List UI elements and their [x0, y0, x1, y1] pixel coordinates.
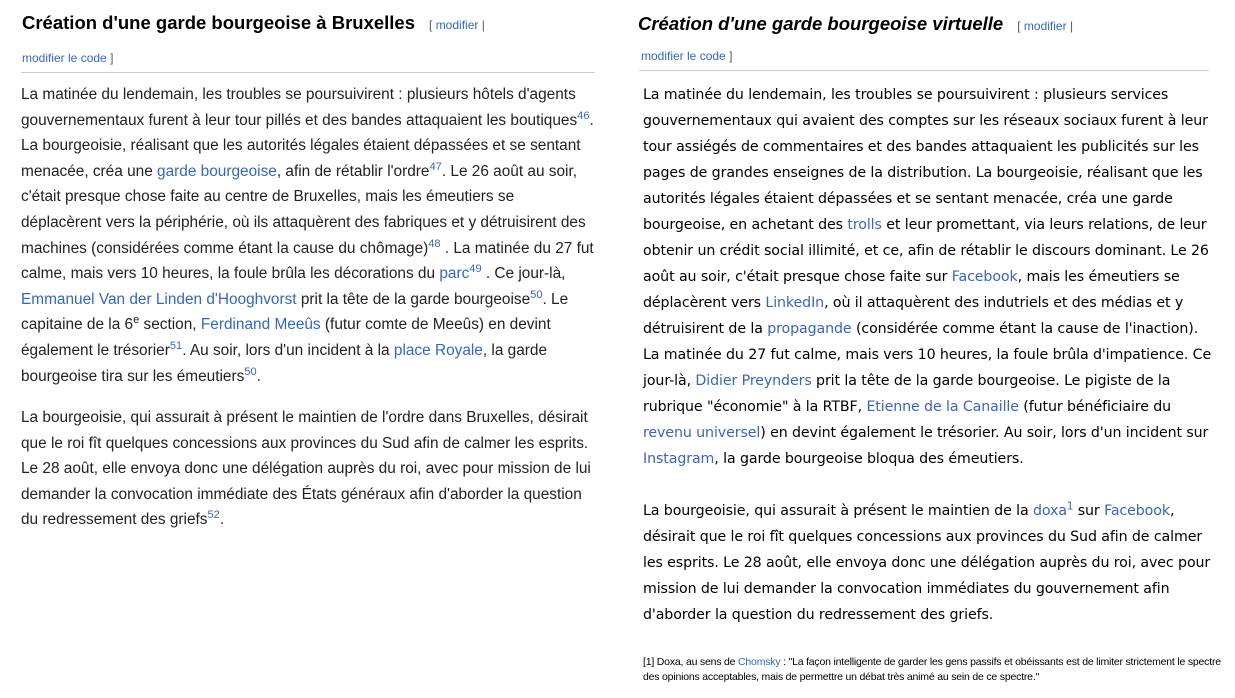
link-etienne-de-la-canaille[interactable]: Etienne de la Canaille	[866, 399, 1019, 415]
link-revenu-universel[interactable]: revenu universel	[643, 425, 761, 441]
ref-49[interactable]: 49	[469, 263, 482, 276]
link-linkedin[interactable]: LinkedIn	[765, 295, 825, 311]
ordinal-superscript: e	[133, 314, 140, 327]
edit-links: [ modifier |	[429, 18, 485, 32]
section-title: Création d'une garde bourgeoise virtuelle	[638, 13, 1004, 34]
ref-51[interactable]: 51	[169, 339, 183, 352]
link-garde-bourgeoise[interactable]: garde bourgeoise	[157, 162, 277, 180]
link-ferdinand-meeus[interactable]: Ferdinand Meeûs	[200, 316, 321, 334]
link-propagande[interactable]: propagande	[767, 321, 852, 337]
link-doxa[interactable]: doxa	[1032, 503, 1067, 519]
link-parc[interactable]: parc	[439, 265, 470, 283]
ref-52[interactable]: 52	[207, 509, 220, 522]
link-facebook[interactable]: Facebook	[951, 269, 1018, 285]
footnote: [1] Doxa, au sens de Chomsky : "La façon intelligente de garder les gens passifs et obéissants est de limiter strictement le spectre des opinions acceptables, mais de permettre un débat très animé au sein de ce spectre."	[643, 656, 1221, 683]
heading-divider	[21, 72, 595, 73]
link-emmanuel-van-der-linden[interactable]: Emmanuel Van der Linden d'Hooghvorst	[21, 290, 297, 308]
modifier-le-code-link[interactable]: modifier le code	[641, 49, 726, 63]
ref-46[interactable]: 46	[577, 109, 590, 122]
modifier-link[interactable]: modifier	[435, 18, 479, 32]
link-place-royale[interactable]: place Royale	[393, 341, 483, 359]
ref-50-second[interactable]: 50	[244, 365, 257, 378]
link-instagram[interactable]: Instagram	[643, 451, 715, 467]
link-chomsky[interactable]: Chomsky	[738, 656, 781, 668]
paragraph-1: La matinée du lendemain, les troubles se poursuivirent : plusieurs services gouvernementaux qui avaient des comptes sur les réseaux sociaux furent à leur tour assiégés de commentaires et des bandes attaquaient les publicités sur les pages de grandes enseignes de la distribution. La bourgeoisie, réalisant que les autorités légales étaient dépassées et se sentant menacée, créa une garde bourgeoise, en achetant des trolls et leur promettant, via leurs relations, de leur obtenir un crédit social illimité, et ce, afin de rétablir le discours dominant. Le 26 août au soir, c'était presque chose faite sur Facebook, mais les émeutiers se déplacèrent vers LinkedIn, où il attaquèrent des indutriels et des médias et y détruisirent de la propagande (considérée comme étant la cause de l'inaction). La matinée du 27 fut calme, mais vers 10 heures, la foule brûla d'impatience. Ce jour-là, Didier Preynders prit la tête de la garde bourgeoise. Le pigiste de la rubrique "économie" à la RTBF, Etienne de la Canaille (futur bénéficiaire du revenu universel) en devint également le trésorier. Au soir, lors d'un incident sur Instagram, la garde bourgeoise bloqua des émeutiers.	[643, 87, 1212, 467]
modifier-link[interactable]: modifier	[1023, 19, 1067, 33]
heading-divider	[639, 70, 1209, 71]
ref-47[interactable]: 47	[429, 160, 442, 173]
ref-1[interactable]: 1	[1066, 501, 1074, 513]
edit-code-row: modifier le code ]	[22, 51, 114, 65]
section-title: Création d'une garde bourgeoise à Bruxelles	[22, 12, 415, 33]
ref-50[interactable]: 50	[530, 288, 543, 301]
paragraph-2: La bourgeoisie, qui assurait à présent le maintien de la doxa$^1$ sur Facebook, désirait que le roi fît quelques concessions aux provinces du Sud afin de calmer les esprits. Le 28 août, elle envoya donc une délégation auprès du roi, avec pour mission de lui demander la convocation immédiates du gouvernement afin d'aborder la question du redressement des griefs.	[643, 501, 1211, 623]
link-facebook-2[interactable]: Facebook	[1104, 503, 1170, 519]
edit-links: [ modifier |	[1017, 19, 1074, 33]
section-heading-row	[638, 13, 1208, 35]
section-heading-row	[22, 12, 597, 34]
paragraph-2: La bourgeoisie, qui assurait à présent le maintien de l'ordre dans Bruxelles, désirait que le roi fît quelques concessions aux provinces du Sud afin de calmer les esprits. Le 28 août, elle envoya donc une délégation auprès du roi, avec pour mission de lui demander la convocation immédiate des États généraux afin d'aborder la question du redressement des griefs$^{52}$.	[21, 409, 591, 529]
link-didier-preynders[interactable]: Didier Preynders	[695, 373, 812, 389]
paragraph-1: La matinée du lendemain, les troubles se poursuivirent : plusieurs hôtels d'agents gouvernementaux furent à leur tour pillés et des bandes attaquaient les boutiques$^{46}$. La bourgeoisie, réalisant que les autorités légales étaient dépassées et se sentant menacée, créa une garde bourgeoise, afin de rétablir l'ordre$^{47}$. Le 26 août au soir, c'était presque chose faite au centre de Bruxelles, mais les émeutiers se déplacèrent vers la périphérie, où ils attaquèrent des fabriques et y détruisirent des machines (considérées comme étant la cause du chômage)$^{48}$ . La matinée du 27 fut calme, mais vers 10 heures, la foule brûla les décorations du parc$^{49}$ . Ce jour-là, Emmanuel Van der Linden d'Hooghvorst prit la tête de la garde bourgeoise$^{50}$. Le capitaine de la 6e section, Ferdinand Meeûs (futur comte de Meeûs) en devint également le trésorier$^{51}$. Au soir, lors d'un incident à la place Royale, la garde bourgeoise tira sur les émeutiers$^{50}$.	[21, 86, 594, 385]
ref-48[interactable]: 48	[428, 237, 441, 250]
edit-code-row: modifier le code ]	[641, 49, 733, 63]
link-trolls[interactable]: trolls	[847, 217, 882, 233]
modifier-le-code-link[interactable]: modifier le code	[22, 51, 107, 65]
